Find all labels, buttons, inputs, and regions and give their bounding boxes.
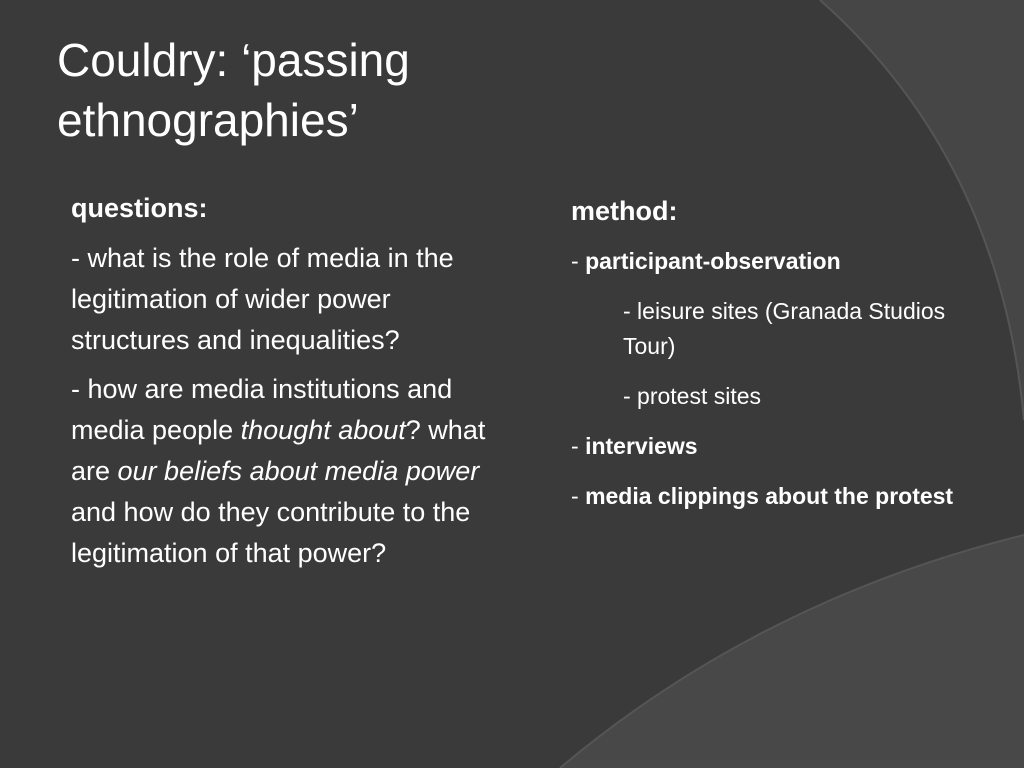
question-emphasis: thought about — [240, 415, 406, 445]
bullet-dash: - — [571, 433, 586, 459]
method-item — [571, 479, 981, 514]
method-item — [571, 429, 981, 464]
method-label: interviews — [585, 433, 698, 459]
question-item — [71, 369, 511, 574]
bullet-dash: - — [571, 483, 586, 509]
question-item: - what is the role of media in the legitimation of wider power structures and inequalities? — [71, 243, 454, 355]
method-heading: method: — [571, 196, 678, 226]
method-label: participant-observation — [585, 248, 841, 274]
bullet-dash: - — [571, 248, 586, 274]
questions-heading: questions: — [71, 193, 208, 223]
method-item — [571, 244, 981, 279]
question-text: and how do they contribute to the legitimation of that power? — [71, 497, 471, 568]
method-column — [571, 192, 981, 529]
question-text: ? what are — [71, 415, 486, 486]
method-subitem: - protest sites — [623, 383, 762, 409]
method-subitem: - leisure sites (Granada Studios Tour) — [623, 298, 946, 359]
question-text: - how are media institutions and media people — [71, 374, 453, 445]
question-emphasis: our beliefs about media power — [117, 456, 480, 486]
questions-column — [71, 188, 511, 582]
slide-title: Couldry: ‘passing ethnographies’ — [57, 34, 410, 146]
method-label: media clippings about the protest — [585, 483, 954, 509]
